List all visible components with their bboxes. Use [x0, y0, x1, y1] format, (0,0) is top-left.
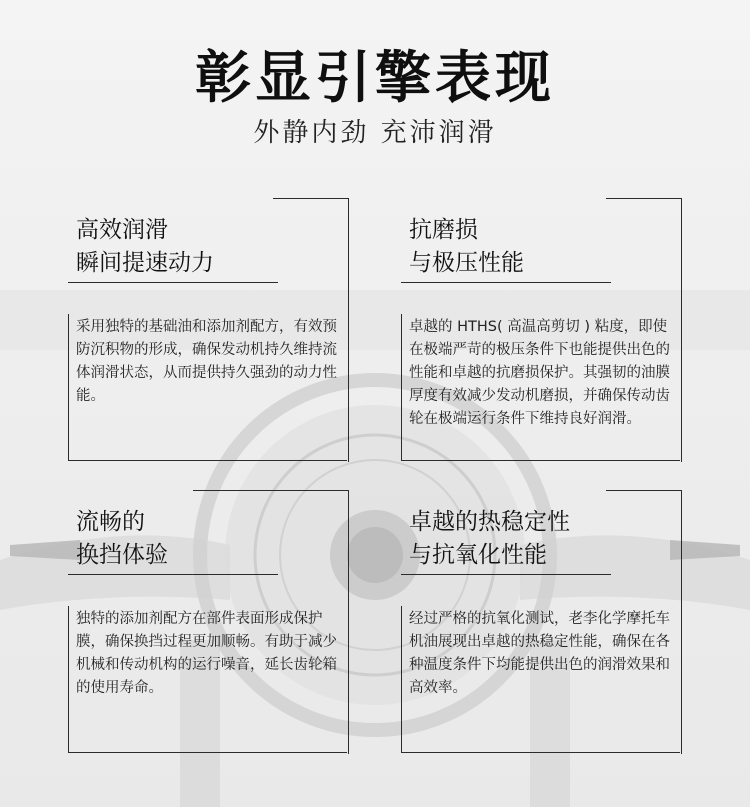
- page-subtitle: 外静内劲 充沛润滑: [253, 118, 497, 148]
- feature-heading-line2: 与抗氧化性能: [409, 542, 547, 568]
- feature-card-antiwear: [401, 198, 681, 462]
- feature-heading-line2: 换挡体验: [76, 542, 168, 568]
- feature-heading-line2: 与极压性能: [409, 250, 524, 276]
- feature-heading-line1: 流畅的: [76, 509, 145, 535]
- feature-heading-line2: 瞬间提速动力: [76, 250, 214, 276]
- feature-body: 卓越的 HTHS( 高温高剪切 ) 粘度，即使在极端严苛的极压条件下也能提供出色的性能和卓越的抗磨损保护。其强韧的油膜厚度有效减少发动机磨损，并确保传动齿轮在极端运行条件下维持良好润滑。: [409, 319, 670, 427]
- feature-card-thermal-stability: [401, 490, 681, 754]
- page-title: 彰显引擎表现: [195, 45, 555, 111]
- feature-card-lubrication: [68, 198, 348, 462]
- feature-heading-line1: 卓越的热稳定性: [409, 509, 570, 535]
- feature-body: 独特的添加剂配方在部件表面形成保护膜，确保换挡过程更加顺畅。有助于减少机械和传动机构的运行噪音，延长齿轮箱的使用寿命。: [76, 611, 337, 696]
- feature-body: 采用独特的基础油和添加剂配方，有效预防沉积物的形成，确保发动机持久维持流体润滑状态，从而提供持久强劲的动力性能。: [76, 319, 337, 404]
- feature-heading-line1: 抗磨损: [409, 217, 478, 243]
- feature-card-shifting: [68, 490, 348, 754]
- feature-heading-line1: 高效润滑: [76, 217, 168, 243]
- feature-body: 经过严格的抗氧化测试，老李化学摩托车机油展现出卓越的热稳定性能，确保在各种温度条件下均能提供出色的润滑效果和高效率。: [409, 611, 670, 696]
